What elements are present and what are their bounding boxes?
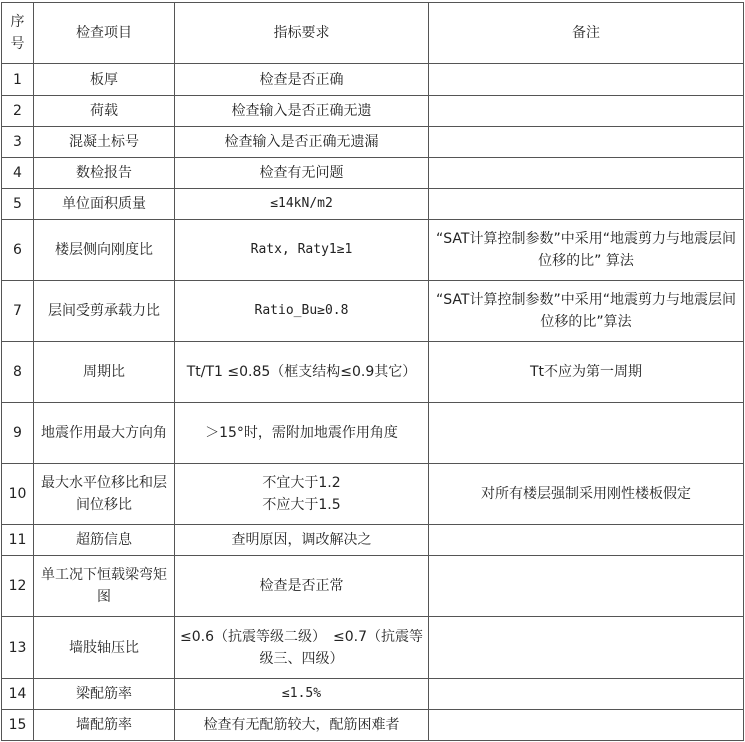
row-idx: 7 — [2, 281, 34, 342]
table-row — [2, 220, 744, 281]
row-requirement: 检查有无配筋较大，配筋困难者 — [175, 710, 429, 741]
row-requirement: ≤1.5% — [175, 679, 429, 710]
row-note — [429, 127, 744, 158]
table-row — [2, 96, 744, 127]
row-idx: 8 — [2, 342, 34, 403]
row-note — [429, 617, 744, 679]
row-note — [429, 679, 744, 710]
table-row — [2, 403, 744, 464]
table-row — [2, 127, 744, 158]
row-note — [429, 710, 744, 741]
row-item: 梁配筋率 — [34, 679, 175, 710]
row-idx: 4 — [2, 158, 34, 189]
row-idx: 3 — [2, 127, 34, 158]
row-note — [429, 403, 744, 464]
row-item: 最大水平位移比和层间位移比 — [34, 464, 175, 525]
row-idx: 13 — [2, 617, 34, 679]
header-note: 备注 — [429, 3, 744, 64]
table-row — [2, 189, 744, 220]
row-item: 板厚 — [34, 64, 175, 96]
row-item: 墙配筋率 — [34, 710, 175, 741]
row-requirement: 查明原因，调改解决之 — [175, 525, 429, 556]
row-idx: 6 — [2, 220, 34, 281]
row-idx: 10 — [2, 464, 34, 525]
table-row — [2, 679, 744, 710]
row-item: 地震作用最大方向角 — [34, 403, 175, 464]
row-requirement: ≤0.6（抗震等级二级） ≤0.7（抗震等级三、四级） — [175, 617, 429, 679]
row-note — [429, 525, 744, 556]
row-requirement: Ratio_Bu≥0.8 — [175, 281, 429, 342]
row-idx: 2 — [2, 96, 34, 127]
row-note — [429, 158, 744, 189]
header-idx: 序号 — [2, 3, 34, 64]
table-row — [2, 158, 744, 189]
row-idx: 15 — [2, 710, 34, 741]
row-item: 混凝土标号 — [34, 127, 175, 158]
row-requirement: 检查是否正确 — [175, 64, 429, 96]
table-row — [2, 617, 744, 679]
row-idx: 14 — [2, 679, 34, 710]
row-item: 楼层侧向刚度比 — [34, 220, 175, 281]
header-item: 检查项目 — [34, 3, 175, 64]
row-item: 单位面积质量 — [34, 189, 175, 220]
table-row — [2, 464, 744, 525]
spec-table-wrapper — [1, 2, 744, 741]
row-idx: 5 — [2, 189, 34, 220]
table-row — [2, 342, 744, 403]
row-note — [429, 96, 744, 127]
row-requirement: ≤14kN/m2 — [175, 189, 429, 220]
row-item: 单工况下恒载梁弯矩图 — [34, 556, 175, 617]
row-note: “SAT计算控制参数”中采用“地震剪力与地震层间位移的比”算法 — [429, 281, 744, 342]
row-item: 层间受剪承载力比 — [34, 281, 175, 342]
row-idx: 1 — [2, 64, 34, 96]
table-header-row — [2, 3, 744, 64]
row-requirement: 检查有无问题 — [175, 158, 429, 189]
row-requirement: 检查是否正常 — [175, 556, 429, 617]
row-requirement: 检查输入是否正确无遗漏 — [175, 127, 429, 158]
row-note — [429, 64, 744, 96]
row-item: 墙肢轴压比 — [34, 617, 175, 679]
row-note: 对所有楼层强制采用刚性楼板假定 — [429, 464, 744, 525]
table-row — [2, 64, 744, 96]
row-item: 周期比 — [34, 342, 175, 403]
table-row — [2, 281, 744, 342]
row-item: 荷载 — [34, 96, 175, 127]
row-item: 超筋信息 — [34, 525, 175, 556]
table-row — [2, 525, 744, 556]
row-idx: 12 — [2, 556, 34, 617]
check-items-table — [1, 2, 744, 741]
row-idx: 11 — [2, 525, 34, 556]
row-note: “SAT计算控制参数”中采用“地震剪力与地震层间位移的比” 算法 — [429, 220, 744, 281]
row-requirement: Ratx, Raty1≥1 — [175, 220, 429, 281]
row-requirement: ＞15°时，需附加地震作用角度 — [175, 403, 429, 464]
row-note — [429, 189, 744, 220]
table-row — [2, 710, 744, 741]
row-note — [429, 556, 744, 617]
table-row — [2, 556, 744, 617]
row-note: Tt不应为第一周期 — [429, 342, 744, 403]
row-idx: 9 — [2, 403, 34, 464]
header-requirement: 指标要求 — [175, 3, 429, 64]
row-requirement: 检查输入是否正确无遗 — [175, 96, 429, 127]
row-item: 数检报告 — [34, 158, 175, 189]
row-requirement: 不宜大于1.2 不应大于1.5 — [175, 464, 429, 525]
row-requirement: Tt/T1 ≤0.85（框支结构≤0.9其它） — [175, 342, 429, 403]
